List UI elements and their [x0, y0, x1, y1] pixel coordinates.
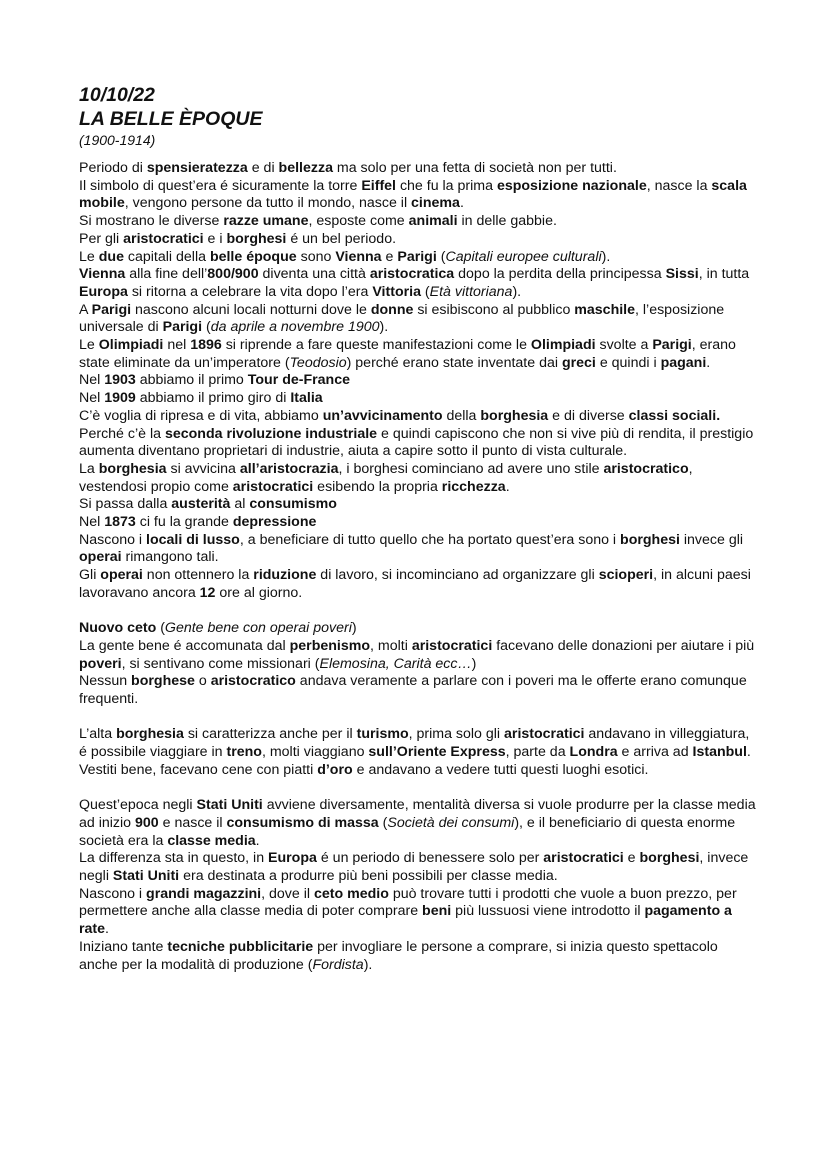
- bold-text: Vienna: [335, 248, 382, 265]
- note-paragraph: [79, 726, 759, 761]
- note-paragraph: [79, 249, 759, 267]
- text-run: e quindi capiscono che non si vive più di rendita, il prestigio aumenta diventano proprietari di industrie, aiuta a capire sotto il punto di vista culturale.: [79, 425, 754, 460]
- text-run: si avvicina: [166, 460, 240, 477]
- bold-text: 1903: [104, 372, 136, 389]
- text-run: svolte a: [595, 337, 653, 354]
- text-run: e quindi i: [595, 354, 661, 371]
- bold-text: Londra: [569, 744, 618, 761]
- text-run: , esposte come: [308, 213, 409, 230]
- text-run: e nasce il: [158, 814, 227, 831]
- text-run: alla fine dell’: [125, 266, 208, 283]
- text-run: Nascono i: [79, 885, 147, 902]
- text-run: , si sentivano come missionari (: [121, 655, 320, 672]
- bold-text: animali: [408, 213, 458, 230]
- bold-text: sull’Oriente Express: [368, 744, 506, 761]
- text-run: non ottennero la: [142, 567, 254, 584]
- bold-text: Sissi: [665, 266, 699, 283]
- bold-text: Stati Uniti: [112, 868, 180, 885]
- text-run: , parte da: [505, 744, 570, 761]
- bold-text: turismo: [356, 726, 409, 743]
- note-paragraph: [79, 461, 759, 496]
- note-paragraph: [79, 886, 759, 939]
- text-run: L’alta: [79, 726, 117, 743]
- text-run: e di: [247, 160, 279, 176]
- text-run: , a beneficiare di tutto quello che ha portato quest’era sono i: [239, 531, 621, 548]
- text-run: .: [706, 354, 711, 371]
- text-run: abbiamo il primo giro di: [135, 390, 291, 407]
- text-run: ma solo per una fetta di società non per tutti.: [332, 160, 617, 176]
- note-section: [79, 620, 759, 709]
- bold-text: all’aristocrazia: [239, 460, 339, 477]
- bold-text: pagamento a rate: [79, 903, 732, 938]
- bold-text: treno: [226, 744, 262, 761]
- text-run: nel: [163, 337, 191, 354]
- bold-text: Europa: [268, 850, 317, 867]
- text-run: , in alcuni paesi lavoravano ancora: [79, 567, 751, 601]
- text-run: Nel: [79, 514, 105, 531]
- text-run: e andavano a vedere tutti questi luoghi esotici.: [352, 761, 649, 778]
- text-run: é un bel periodo.: [286, 230, 397, 247]
- note-paragraph: [79, 673, 759, 708]
- bold-text: un’avvicinamento: [322, 407, 443, 424]
- text-run: ).: [379, 319, 389, 336]
- text-run: o: [194, 673, 211, 690]
- text-run: facevano delle donazioni per aiutare i più: [492, 637, 755, 654]
- text-run: La: [79, 460, 99, 477]
- bold-text: aristocratico: [210, 673, 296, 690]
- text-run: ).: [363, 956, 373, 973]
- bold-text: Tour de-France: [247, 372, 350, 389]
- bold-text: operai: [79, 549, 122, 566]
- text-run: nascono alcuni locali notturni dove le: [131, 301, 371, 318]
- text-run: invece gli: [679, 531, 744, 548]
- note-paragraph: [79, 939, 759, 974]
- text-run: Le: [79, 248, 99, 265]
- bold-text: Italia: [290, 390, 323, 407]
- italic-text: Società dei consumi: [387, 814, 515, 831]
- note-paragraph: [79, 337, 759, 372]
- bold-text: aristocratici: [504, 726, 585, 743]
- bold-text: 900: [135, 814, 159, 831]
- text-run: si esibiscono al pubblico: [413, 301, 575, 318]
- text-run: si ritorna a celebrare la vita dopo l’era: [127, 283, 373, 300]
- bold-text: 800/900: [207, 266, 259, 283]
- text-run: .: [459, 195, 464, 212]
- note-paragraph: [79, 532, 759, 567]
- text-run: ), e il beneficiario di questa enorme società era la: [79, 814, 736, 849]
- bold-text: donne: [370, 301, 414, 318]
- italic-text: Capitali europee culturali: [445, 248, 602, 265]
- text-run: (: [378, 814, 388, 831]
- text-run: Le: [79, 337, 99, 354]
- text-run: ).: [512, 283, 522, 300]
- bold-text: Parigi: [652, 337, 692, 354]
- italic-text: Teodosio: [289, 354, 347, 371]
- bold-text: perbenismo: [289, 637, 371, 654]
- bold-text: borghesia: [480, 407, 549, 424]
- paragraph-gap: [79, 709, 759, 727]
- italic-text: Gente bene con operai poveri: [164, 620, 352, 637]
- bold-text: spensieratezza: [146, 160, 248, 176]
- bold-text: classi sociali.: [628, 407, 721, 424]
- text-run: andavano in villeggiatura, é possibile viaggiare in: [79, 726, 750, 761]
- text-run: (: [202, 319, 211, 336]
- text-run: dopo la perdita della principessa: [454, 266, 666, 283]
- text-run: , erano state eliminate da un’imperatore (: [79, 337, 736, 371]
- text-run: Quest’epoca negli: [79, 797, 197, 814]
- bold-text: ricchezza: [441, 478, 506, 495]
- bold-text: consumismo di massa: [226, 814, 379, 831]
- text-run: e: [381, 248, 398, 265]
- italic-text: Età vittoriana: [429, 283, 513, 300]
- text-run: Si passa dalla: [79, 496, 172, 513]
- text-run: , prima solo gli: [408, 726, 505, 743]
- note-paragraph: [79, 266, 759, 301]
- note-paragraph: [79, 797, 759, 850]
- bold-text: aristocratici: [543, 850, 624, 867]
- bold-text: Europa: [79, 283, 128, 300]
- note-paragraph: [79, 638, 759, 673]
- text-run: Per gli: [79, 230, 124, 247]
- paragraph-gap: [79, 780, 759, 798]
- bold-text: Vienna: [79, 266, 126, 283]
- text-run: era destinata a produrre più beni possibili per classe media.: [179, 868, 558, 885]
- bold-text: aristocratici: [411, 637, 493, 654]
- note-section: [79, 797, 759, 974]
- bold-text: beni: [422, 903, 452, 920]
- text-run: in delle gabbie.: [457, 213, 557, 230]
- note-title: LA BELLE ÈPOQUE: [79, 108, 263, 130]
- note-section: [79, 726, 759, 779]
- text-run: Il simbolo di quest’era é sicuramente la torre: [79, 177, 362, 194]
- bold-text: scioperi: [598, 567, 654, 584]
- bold-text: borghesi: [639, 850, 700, 867]
- text-run: Gli: [79, 567, 101, 584]
- text-run: , l’esposizione universale di: [79, 301, 725, 336]
- text-run: e arriva ad: [617, 744, 693, 761]
- note-paragraph: [79, 231, 759, 249]
- bold-text: scala mobile: [79, 177, 747, 212]
- bold-text: Parigi: [91, 301, 132, 318]
- note-date: 10/10/22: [79, 84, 155, 106]
- bold-text: Olimpiadi: [530, 337, 596, 354]
- note-paragraph: [79, 514, 759, 532]
- text-run: ore al giorno.: [215, 584, 303, 601]
- bold-text: maschile: [574, 301, 636, 318]
- text-run: può trovare tutti i prodotti che vuole a buon prezzo, per permettere anche alla classe media di poter comprare: [79, 885, 737, 920]
- text-run: esibendo la propria: [313, 478, 442, 495]
- note-paragraph: [79, 213, 759, 231]
- bold-text: ceto medio: [313, 885, 389, 902]
- note-paragraph: [79, 850, 759, 885]
- bold-text: seconda rivoluzione industriale: [164, 425, 378, 442]
- bold-text: locali di lusso: [146, 531, 240, 548]
- bold-text: Parigi: [162, 319, 203, 336]
- bold-text: aristocratica: [369, 266, 455, 283]
- bold-text: pagani: [660, 354, 707, 371]
- bold-text: Parigi: [397, 248, 437, 265]
- bold-text: 1873: [104, 514, 136, 531]
- bold-text: Nuovo ceto: [79, 620, 157, 637]
- bold-text: 1896: [190, 337, 222, 354]
- text-run: rimangono tali.: [121, 549, 219, 566]
- text-run: , dove il: [261, 885, 314, 902]
- text-run: capitali della: [123, 248, 210, 265]
- text-run: (: [436, 248, 446, 265]
- note-paragraph: [79, 762, 759, 780]
- note-paragraph: [79, 426, 759, 461]
- text-run: per invogliare le persone a comprare, si inizia questo spettacolo anche per la modalità di produzione (: [79, 938, 718, 973]
- italic-text: da aprile a novembre 1900: [210, 319, 380, 336]
- text-run: , vengono persone da tutto il mondo, nasce il: [124, 195, 412, 212]
- text-run: ) perché erano state inventate dai: [346, 354, 562, 371]
- text-run: Nel: [79, 390, 105, 407]
- note-period: (1900-1914): [79, 132, 156, 148]
- text-run: .: [505, 478, 510, 495]
- bold-text: borghesia: [116, 726, 184, 743]
- bold-text: borghesi: [226, 230, 287, 247]
- text-run: A: [79, 301, 92, 318]
- text-run: al: [230, 496, 250, 513]
- bold-text: Stati Uniti: [196, 797, 263, 814]
- text-run: Vestiti bene, facevano cene con piatti: [79, 761, 318, 778]
- bold-text: greci: [561, 354, 596, 371]
- note-paragraph: [79, 567, 759, 602]
- bold-text: grandi magazzini: [146, 885, 262, 902]
- text-run: e: [623, 850, 640, 867]
- text-run: ): [471, 655, 477, 672]
- text-run: e i: [203, 230, 227, 247]
- bold-text: poveri: [79, 655, 122, 672]
- bold-text: tecniche pubblicitarie: [167, 938, 314, 955]
- note-paragraph: [79, 408, 759, 426]
- bold-text: due: [98, 248, 124, 265]
- text-run: ci fu la grande: [135, 514, 233, 531]
- text-run: andava veramente a parlare con i poveri ma le offerte erano comunque frequenti.: [79, 673, 747, 708]
- bold-text: 12: [199, 584, 216, 601]
- text-run: Periodo di: [79, 160, 147, 176]
- bold-text: borghesi: [620, 531, 680, 548]
- italic-text: Elemosina, Carità ecc…: [319, 655, 472, 672]
- text-run: , invece negli: [79, 850, 749, 885]
- text-run: (: [420, 283, 430, 300]
- text-run: Iniziano tante: [79, 938, 168, 955]
- bold-text: bellezza: [278, 160, 333, 176]
- text-run: Nascono i: [79, 531, 147, 548]
- text-run: più lussuosi viene introdotto il: [451, 903, 645, 920]
- bold-text: Vittoria: [372, 283, 421, 300]
- bold-text: operai: [100, 567, 143, 584]
- bold-text: aristocratici: [232, 478, 314, 495]
- text-run: .: [105, 921, 109, 938]
- bold-text: d’oro: [317, 761, 353, 778]
- text-run: Perché c’è la: [79, 425, 165, 442]
- bold-text: 1909: [104, 390, 136, 407]
- note-paragraph: [79, 496, 759, 514]
- text-run: é un periodo di benessere solo per: [316, 850, 544, 867]
- text-run: avviene diversamente, mentalità diversa si vuole produrre per la classe media ad inizio: [79, 797, 756, 831]
- text-run: Nessun: [79, 673, 132, 690]
- italic-text: Fordista: [312, 956, 364, 973]
- text-run: (: [156, 620, 165, 637]
- text-run: , molti viaggiano: [261, 744, 369, 761]
- text-run: della: [442, 407, 481, 424]
- text-run: La gente bene é accomunata dal: [79, 637, 290, 654]
- text-run: e di diverse: [548, 407, 629, 424]
- text-run: , nasce la: [646, 177, 712, 194]
- bold-text: aristocratici: [123, 230, 204, 247]
- note-paragraph: [79, 620, 759, 638]
- note-paragraph: [79, 302, 759, 337]
- bold-text: razze umane: [223, 213, 309, 230]
- text-run: che fu la prima: [396, 177, 497, 194]
- text-run: C’è voglia di ripresa e di vita, abbiamo: [79, 407, 323, 424]
- text-run: Si mostrano le diverse: [79, 213, 224, 230]
- bold-text: consumismo: [249, 496, 337, 513]
- text-run: , in tutta: [698, 266, 750, 283]
- note-paragraph: [79, 372, 759, 390]
- text-run: abbiamo il primo: [135, 372, 248, 389]
- text-run: , molti: [370, 637, 412, 654]
- text-run: di lavoro, si incominciano ad organizzare gli: [316, 567, 599, 584]
- note-paragraph: [79, 390, 759, 408]
- bold-text: riduzione: [253, 567, 317, 584]
- bold-text: Eiffel: [361, 177, 396, 194]
- text-run: La differenza sta in questo, in: [79, 850, 269, 867]
- text-run: si riprende a fare queste manifestazioni come le: [221, 337, 531, 354]
- text-run: .: [746, 744, 751, 761]
- text-run: sono: [296, 248, 336, 265]
- note-section: [79, 160, 759, 603]
- bold-text: Olimpiadi: [98, 337, 164, 354]
- bold-text: cinema: [411, 195, 460, 212]
- text-run: , vestendosi propio come: [79, 460, 693, 495]
- note-body: [79, 160, 759, 974]
- bold-text: austerità: [171, 496, 231, 513]
- note-header: [79, 83, 262, 149]
- bold-text: esposizione nazionale: [496, 177, 647, 194]
- text-run: Nel: [79, 372, 105, 389]
- note-paragraph: [79, 160, 759, 178]
- text-run: .: [255, 832, 260, 849]
- bold-text: borghesia: [98, 460, 167, 477]
- text-run: diventa una città: [258, 266, 370, 283]
- bold-text: belle époque: [209, 248, 297, 265]
- note-paragraph: [79, 178, 759, 213]
- text-run: , i borghesi cominciano ad avere uno stile: [338, 460, 604, 477]
- text-run: ).: [601, 248, 611, 265]
- bold-text: aristocratico: [603, 460, 689, 477]
- text-run: ): [351, 620, 357, 637]
- bold-text: Istanbul: [692, 744, 747, 761]
- paragraph-gap: [79, 603, 759, 621]
- bold-text: depressione: [232, 514, 317, 531]
- bold-text: classe media: [167, 832, 256, 849]
- text-run: si caratterizza anche per il: [183, 726, 357, 743]
- bold-text: borghese: [131, 673, 195, 690]
